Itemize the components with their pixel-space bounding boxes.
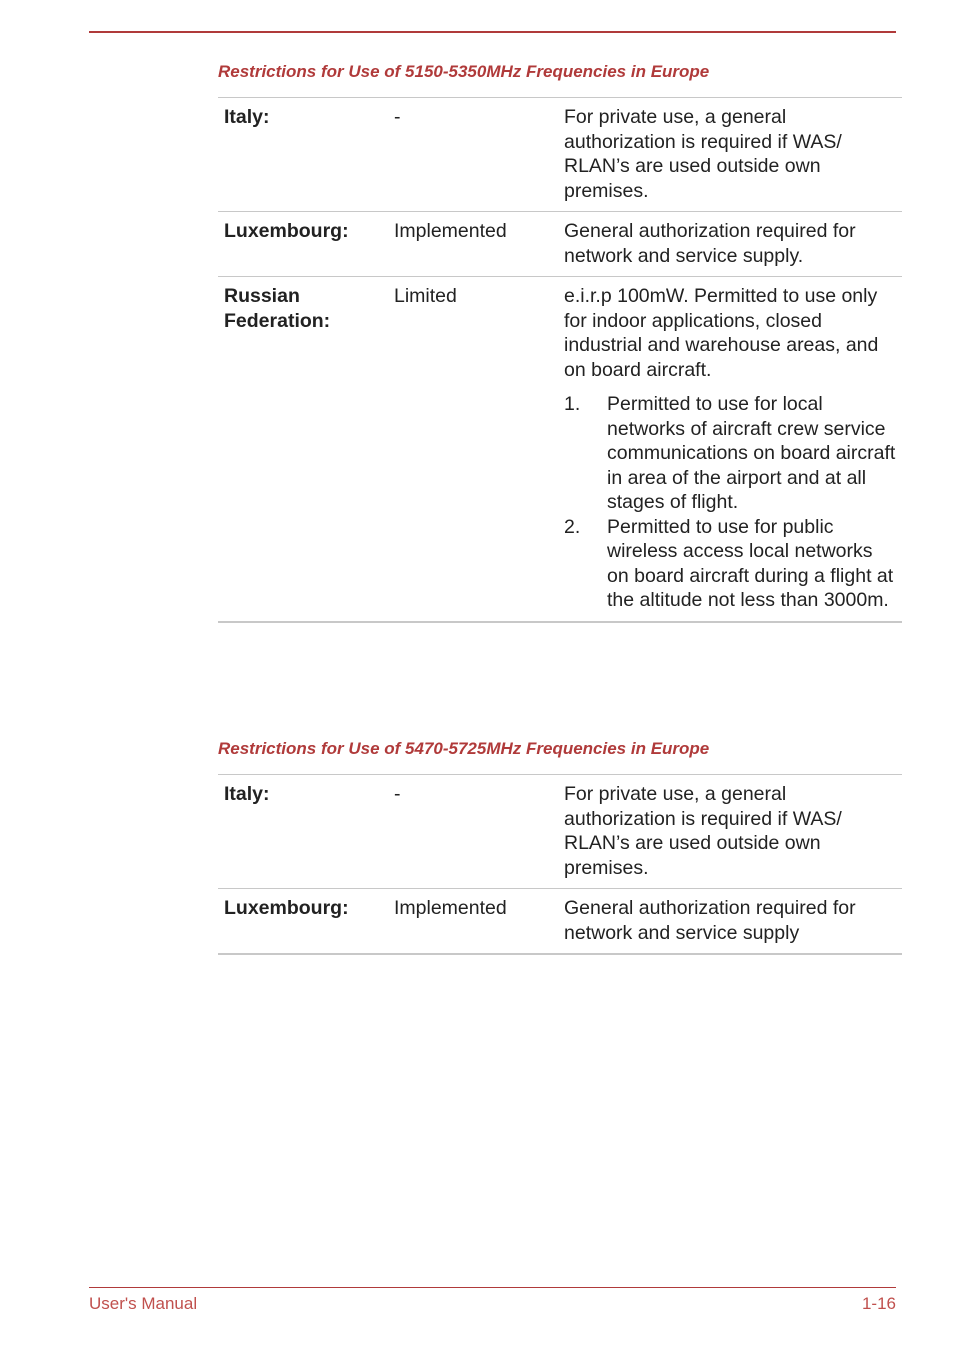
header-rule — [89, 31, 896, 33]
page-number: 1-16 — [861, 1294, 896, 1313]
table-row — [218, 889, 902, 955]
numbered-list — [564, 392, 896, 613]
note-cell: General authorization required for network and service supply. — [564, 220, 856, 267]
section-title: Restrictions for Use of 5150-5350MHz Frequencies in Europe — [218, 62, 710, 81]
status-cell: - — [394, 106, 401, 128]
country-cell: Russian Federation: — [224, 285, 331, 332]
footer-manual-label: User's Manual — [89, 1294, 198, 1313]
table-row — [218, 277, 902, 622]
section-title: Restrictions for Use of 5470-5725MHz Frequencies in Europe — [218, 739, 710, 758]
country-cell: Italy: — [224, 106, 270, 128]
status-cell: Implemented — [394, 897, 507, 919]
country-cell: Italy: — [224, 783, 270, 805]
list-item — [564, 392, 896, 515]
list-text: Permitted to use for public wireless access local networks on board aircraft during a flight at the altitude not less than 3000m. — [607, 515, 894, 611]
status-cell: Limited — [394, 285, 457, 307]
list-text: Permitted to use for local networks of aircraft crew service communications on board aircraft in area of the airport and at all stages of flight. — [607, 393, 896, 513]
section-5470-5725 — [218, 738, 896, 955]
list-number: 2. — [564, 515, 581, 538]
note-cell: For private use, a general authorization is required if WAS/ RLAN’s are used outside own premises. — [564, 783, 842, 879]
list-item — [564, 515, 896, 613]
status-cell: Implemented — [394, 220, 507, 242]
note-text: e.i.r.p 100mW. Permitted to use only for indoor applications, closed industrial and warehouse areas, and on board aircraft. — [564, 285, 879, 381]
table-row — [218, 98, 902, 212]
note-cell: For private use, a general authorization is required if WAS/ RLAN’s are used outside own premises. — [564, 106, 842, 202]
note-cell — [558, 277, 902, 622]
table-row — [218, 212, 902, 277]
country-cell: Luxembourg: — [224, 897, 349, 919]
note-cell: General authorization required for network and service supply — [564, 897, 856, 944]
status-cell: - — [394, 783, 401, 805]
list-number: 1. — [564, 393, 581, 415]
section-5150-5350 — [218, 61, 896, 623]
table-row — [218, 775, 902, 889]
restrictions-table — [218, 97, 902, 623]
footer-rule — [89, 1287, 896, 1288]
restrictions-table — [218, 774, 902, 955]
country-cell: Luxembourg: — [224, 220, 349, 242]
